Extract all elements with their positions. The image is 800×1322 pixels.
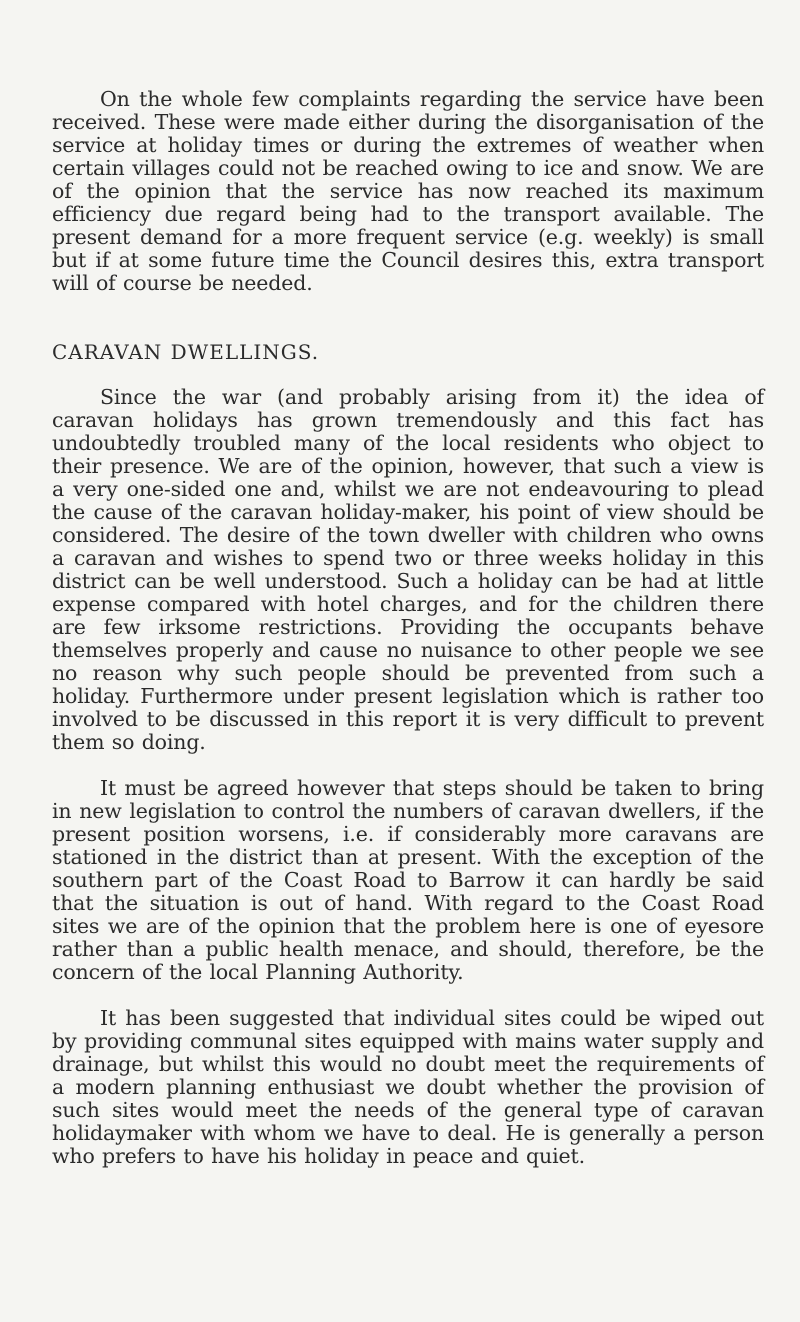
paragraph-communal-sites: It has been suggested that individual sites could be wiped out by providing communal sites equipped with mains water supply and drainage, but whilst this would no doubt meet the requirements of a modern planning enthusiast we doubt whether the provision of such sites would meet the needs of the general type of caravan holidaymaker with whom we have to deal. He is generally a person who prefers to have his holiday in peace and quiet. — [52, 1006, 764, 1168]
paragraph-caravan-holidays: Since the war (and probably arising from it) the idea of caravan holidays has grown tremendously and this fact has undoubtedly troubled many of the local residents who object to their presence. We are of the opinion, however, that such a view is a very one-sided one and, whilst we are not endeavouring to plead the cause of the caravan holiday-maker, his point of view should be considered. The desire of the town dweller with children who owns a caravan and wishes to spend two or three weeks holiday in this district can be well understood. Such a holiday can be had at little expense compared with hotel charges, and for the children there are few irksome restrictions. Providing the occupants behave themselves properly and cause no nuisance to other people we see no reason why such people should be prevented from such a holiday. Furthermore under present legislation which is rather too involved to be discussed in this report it is very difficult to prevent them so doing. — [52, 385, 764, 754]
paragraph-caravan-legislation: It must be agreed however that steps should be taken to bring in new legislation to control the numbers of caravan dwellers, if the present position worsens, i.e. if considerably more caravans are stationed in the district than at present. With the exception of the southern part of the Coast Road to Barrow it can hardly be said that the situation is out of hand. With regard to the Coast Road sites we are of the opinion that the problem here is one of eyesore rather than a public health menace, and should, therefore, be the concern of the local Planning Authority. — [52, 776, 764, 984]
document-body — [52, 88, 764, 1168]
paragraph-service-complaints: On the whole few complaints regarding the service have been received. These were made either during the disorganisation of the service at holiday times or during the extremes of weather when certain villages could not be reached owing to ice and snow. We are of the opinion that the service has now reached its maximum efficiency due regard being had to the transport available. The present demand for a more frequent service (e.g. weekly) is small but if at some future time the Council desires this, extra transport will of course be needed. — [52, 87, 764, 295]
section-heading-caravan-dwellings: CARAVAN DWELLINGS. — [52, 340, 320, 364]
